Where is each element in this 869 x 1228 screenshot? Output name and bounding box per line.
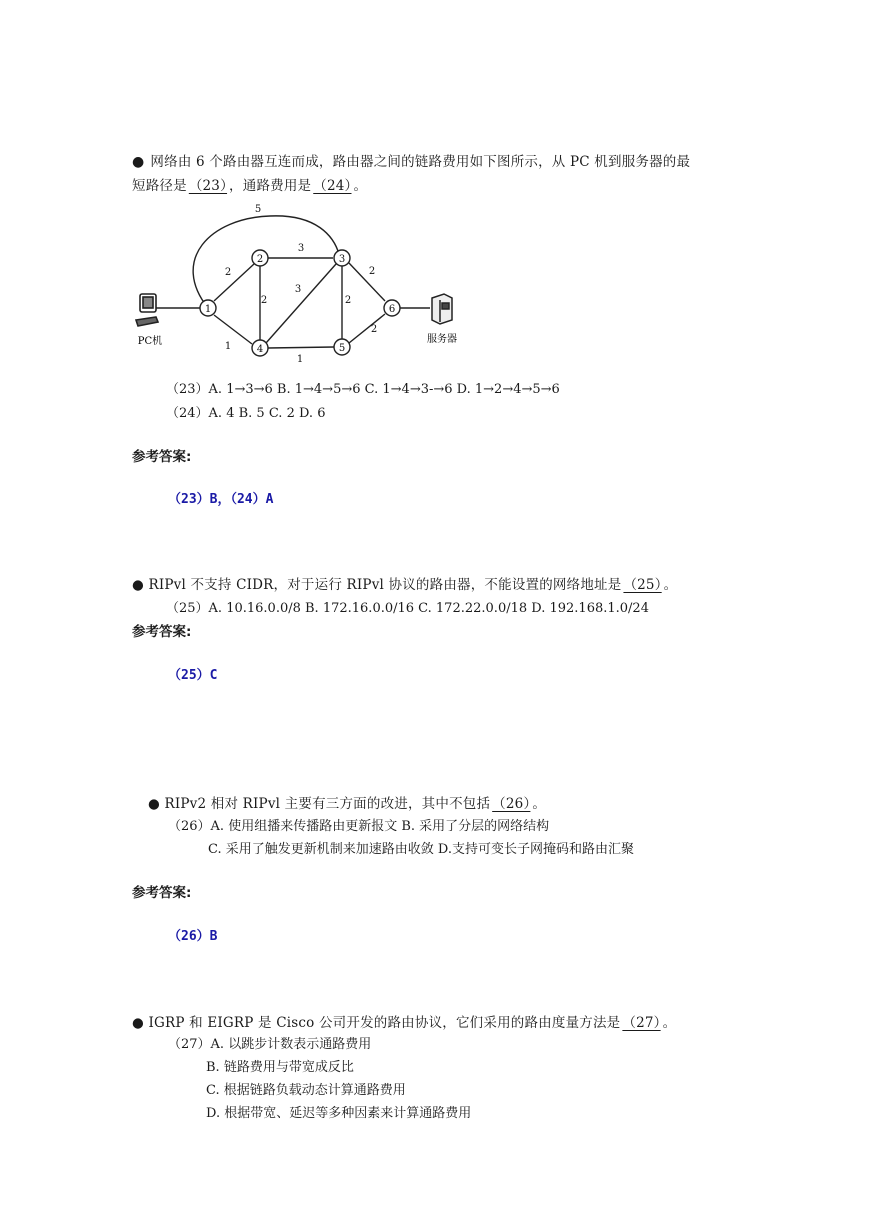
blank-25: （25） — [623, 577, 662, 593]
q23-stem-pre: 短路径是 — [132, 178, 187, 194]
q23-stem-line1 — [132, 150, 690, 170]
bullet-icon: ● — [132, 154, 145, 170]
q24-options: （24）A. 4 B. 5 C. 2 D. 6 — [166, 406, 326, 421]
node-1-label: 1 — [204, 304, 212, 315]
answer-label-25: 参考答案: — [132, 624, 192, 640]
server-label: 服务器 — [427, 334, 457, 345]
q25-stem-end: 。 — [663, 577, 678, 593]
edge-3-6 — [349, 263, 385, 301]
node-4-label: 4 — [256, 344, 264, 355]
q27-option-d: D. 根据带宽、延迟等多种因素来计算通路费用 — [206, 1106, 472, 1121]
blank-23: （23） — [188, 178, 228, 194]
edge-4-5 — [268, 347, 334, 348]
cost-2-3: 3 — [297, 243, 305, 254]
q23-stem-end: 。 — [353, 178, 368, 194]
q23-options: （23）A. 1→3→6 B. 1→4→5→6 C. 1→4→3-→6 D. 1→2→4→5→6 — [166, 382, 560, 397]
cost-3-6: 2 — [368, 266, 376, 277]
node-3-label: 3 — [338, 254, 346, 265]
cost-5-6: 2 — [370, 324, 378, 335]
q27-option-a: （27）A. 以跳步计数表示通路费用 — [168, 1037, 372, 1052]
pc-label: PC机 — [137, 336, 163, 347]
cost-4-5: 1 — [296, 354, 304, 365]
answer-label-26: 参考答案: — [132, 885, 192, 901]
q23-stem-mid: ，通路费用是 — [229, 178, 312, 194]
server-icon — [432, 294, 452, 324]
q25-stem-text: ● RIPvl 不支持 CIDR，对于运行 RIPvl 协议的路由器，不能设置的网络地址是 — [132, 577, 622, 593]
q25-stem — [132, 573, 677, 593]
node-5-label: 5 — [338, 343, 346, 354]
answer-25: （25）C — [168, 668, 218, 683]
q23-stem-text: 网络由 6 个路由器互连而成，路由器之间的链路费用如下图所示，从 PC 机到服务器的最 — [150, 154, 691, 170]
blank-27: （27） — [622, 1015, 661, 1031]
cost-4-3: 3 — [294, 284, 302, 295]
cost-1-2: 2 — [224, 267, 232, 278]
cost-1-3: 5 — [254, 204, 262, 215]
q25-options: （25）A. 10.16.0.0/8 B. 172.16.0.0/16 C. 172.22.0.0/18 D. 192.168.1.0/24 — [166, 601, 649, 616]
network-diagram — [130, 200, 470, 370]
pc-icon — [136, 294, 158, 326]
q26-stem-end: 。 — [532, 796, 547, 812]
answer-26: （26）B — [168, 929, 218, 944]
edge-4-3 — [266, 264, 336, 343]
node-2-label: 2 — [256, 254, 264, 265]
answer-label-23: 参考答案: — [132, 449, 192, 465]
q26-options-line2: C. 采用了触发更新机制来加速路由收敛 D.支持可变长子网掩码和路由汇聚 — [208, 842, 634, 857]
q23-stem-line2 — [132, 174, 367, 194]
blank-24: （24） — [313, 178, 352, 194]
q27-stem — [132, 1011, 676, 1031]
cost-3-5: 2 — [344, 295, 352, 306]
q26-stem — [148, 792, 546, 812]
q27-stem-end: 。 — [662, 1015, 677, 1031]
q26-stem-text: ● RIPv2 相对 RIPvl 主要有三方面的改进，其中不包括 — [148, 796, 491, 812]
q27-option-b: B. 链路费用与带宽成反比 — [206, 1060, 354, 1075]
q26-options-line1: （26）A. 使用组播来传播路由更新报文 B. 采用了分层的网络结构 — [168, 819, 550, 834]
edge-1-4 — [214, 315, 252, 344]
answer-23-24: （23）B，（24）A — [168, 492, 274, 507]
q27-stem-text: ● IGRP 和 EIGRP 是 Cisco 公司开发的路由协议，它们采用的路由度量方法是 — [132, 1015, 621, 1031]
edge-1-2 — [214, 264, 254, 301]
blank-26: （26） — [492, 796, 531, 812]
cost-2-4: 2 — [260, 295, 268, 306]
cost-1-4: 1 — [224, 341, 232, 352]
edge-5-6 — [349, 314, 385, 343]
q27-option-c: C. 根据链路负载动态计算通路费用 — [206, 1083, 406, 1098]
node-6-label: 6 — [388, 304, 396, 315]
